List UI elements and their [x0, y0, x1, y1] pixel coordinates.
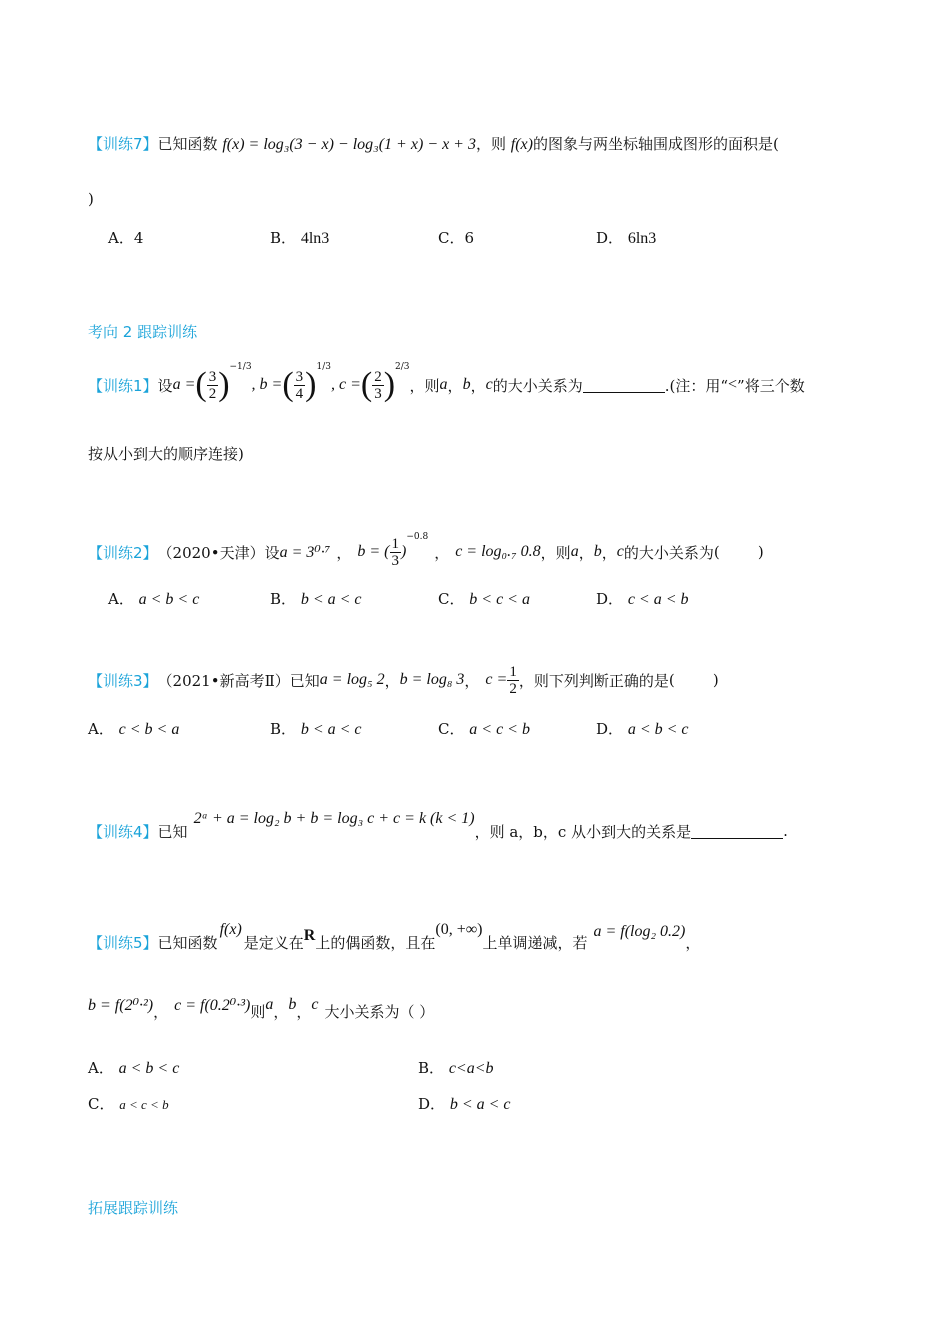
source-text: （2020•天津）设 — [157, 543, 280, 562]
stem-text: 大小关系为（ ） — [324, 1002, 435, 1021]
stem-text: 已知 — [157, 822, 188, 841]
option-c — [438, 718, 530, 739]
answer-paren-open: ( — [772, 135, 779, 153]
option-c — [438, 588, 530, 609]
separator: ， — [601, 543, 617, 562]
exponent-c: 2/3 — [395, 362, 410, 372]
fraction-c — [372, 369, 384, 402]
separator: ， — [336, 543, 352, 562]
separator: ， — [153, 1002, 169, 1021]
option-d — [596, 718, 689, 739]
separator: ， — [464, 671, 480, 690]
option-expression: b < c < a — [469, 591, 530, 608]
option-expression: a < b < c — [627, 721, 689, 738]
option-expression: b < a < c — [449, 1096, 511, 1113]
option-a: A．4 — [108, 229, 144, 247]
paren-left: ( — [360, 366, 373, 403]
separator: ， — [384, 671, 400, 690]
section-heading: 拓展跟踪训练 — [88, 1199, 179, 1217]
separator: ， — [447, 376, 463, 395]
less-than-symbol: < — [728, 376, 738, 393]
answer-paren: ( ) — [713, 543, 764, 561]
var-c: c — [616, 543, 624, 560]
option-d — [418, 1093, 511, 1114]
option-label: D． — [596, 590, 624, 608]
option-b — [270, 227, 329, 248]
exercise-tag: 【训练1】 — [88, 376, 158, 395]
var-b: b — [462, 376, 471, 393]
fraction-denominator: 2 — [509, 680, 517, 697]
paren-right: ) — [383, 366, 396, 403]
option-label: A． — [108, 590, 134, 608]
var-c: c — [311, 996, 319, 1013]
paren-right: ) — [305, 366, 317, 403]
stem-text: 上单调递减，若 — [482, 933, 588, 952]
paren-left: ( — [195, 366, 207, 403]
var-a-eq: a = — [172, 376, 196, 393]
var-a: a — [570, 543, 579, 560]
option-expression: a < c < b — [119, 1097, 169, 1112]
var-c: c — [485, 376, 493, 393]
exercise-1-line2: 按从小到大的顺序连接) — [88, 445, 244, 463]
separator: ， — [578, 543, 594, 562]
separator: ， — [434, 543, 450, 562]
option-expression: 4ln3 — [300, 230, 330, 247]
option-d — [596, 227, 656, 248]
exponent-a: −1/3 — [229, 362, 252, 372]
source-text: （2021•新高考Ⅱ）已知 — [157, 671, 320, 690]
function-symbol: f(x) — [510, 136, 533, 153]
fraction-c — [507, 664, 519, 697]
equation-expression: 2ᵃ + a = log₂ b + b = log₃ c + c = k (k < 1) — [193, 810, 475, 827]
expr-a: a = log₅ 2 — [319, 671, 385, 688]
exercise-5-stem — [88, 922, 700, 962]
fraction-b — [294, 369, 306, 402]
option-a — [88, 718, 179, 739]
option-c: C．6 — [438, 229, 475, 247]
option-a — [88, 1057, 179, 1078]
exercise-4-stem — [88, 810, 788, 846]
expr-c: c = f(0.2⁰·³) — [174, 997, 251, 1014]
paren-left: ( — [282, 366, 294, 403]
stem-text: 是定义在 — [243, 933, 304, 952]
stem-text: 的大小关系为 — [492, 376, 583, 395]
function-expression: f(x) = log₃(3 − x) − log₃(1 + x) − x + 3 — [222, 136, 476, 153]
stem-text: 已知函数 — [157, 933, 218, 952]
exercise-tag: 【训练4】 — [88, 822, 158, 841]
var-c-eq: , c = — [330, 376, 361, 393]
fraction-denominator: 3 — [391, 552, 399, 569]
option-b — [270, 588, 362, 609]
function-symbol: f(x) — [219, 921, 242, 938]
exercise-7-stem — [88, 133, 779, 154]
fraction-denominator: 4 — [295, 385, 304, 402]
fraction-denominator: 2 — [208, 385, 217, 402]
expr-b: b = log₈ 3 — [399, 671, 465, 688]
answer-paren-close: ) — [88, 190, 94, 208]
stem-text: 的大小关系为 — [623, 543, 714, 562]
var-a: a — [265, 996, 274, 1013]
option-label: A． — [88, 720, 114, 738]
expr-c: c = log₀.₇ 0.8 — [455, 543, 541, 560]
exercise-1-stem — [88, 360, 805, 410]
option-expression: a < b < c — [138, 591, 200, 608]
expr-b-prefix: b = ( — [357, 543, 390, 560]
stem-text: 已知函数 — [157, 135, 218, 153]
stem-text: ，则 — [409, 376, 440, 395]
option-c — [88, 1093, 169, 1114]
var-b-eq: , b = — [251, 376, 283, 393]
var-a: a — [439, 376, 448, 393]
var-b: b — [593, 543, 602, 560]
stem-text: . — [783, 822, 788, 840]
option-b — [418, 1057, 494, 1078]
separator: ， — [273, 1002, 289, 1021]
exercise-3-stem — [88, 660, 719, 700]
option-expression: a < b < c — [118, 1060, 180, 1077]
exponent-b: 1/3 — [316, 362, 331, 372]
var-b: b — [288, 996, 297, 1013]
option-expression: a < c < b — [469, 721, 530, 738]
note-text: .(注：用“ — [664, 376, 728, 395]
real-set-symbol: R — [303, 927, 316, 944]
expr-a: a = f(log₂ 0.2) — [593, 923, 686, 940]
fraction-numerator: 1 — [509, 663, 517, 680]
section-heading: 考向 2 跟踪训练 — [88, 323, 198, 341]
expr-a: a = 3⁰·⁷ — [279, 544, 331, 561]
fraction-numerator: 3 — [295, 368, 304, 385]
stem-text: 的图象与两坐标轴围成图形的面积是 — [532, 135, 773, 153]
answer-blank[interactable] — [691, 824, 783, 839]
expr-b: b = f(2⁰·²) — [88, 997, 154, 1014]
separator: ， — [685, 933, 701, 952]
note-text: ”将三个数 — [737, 376, 805, 395]
option-expression: c<a<b — [448, 1060, 494, 1077]
option-label: C． — [438, 590, 465, 608]
option-expression: b < a < c — [300, 721, 362, 738]
interval-expression: (0, +∞) — [435, 921, 483, 938]
option-expression: 6ln3 — [627, 230, 657, 247]
exercise-5-line2 — [88, 994, 434, 1028]
option-label: D． — [596, 229, 624, 247]
option-label: D． — [418, 1095, 446, 1113]
stem-text: ，则 — [475, 135, 506, 153]
fraction-denominator: 3 — [374, 385, 382, 402]
exercise-tag: 【训练7】 — [88, 135, 158, 153]
expr-c-prefix: c = — [485, 671, 508, 688]
stem-text: 设 — [157, 376, 173, 395]
fraction-numerator: 1 — [391, 535, 399, 552]
exercise-tag: 【训练2】 — [88, 543, 158, 562]
option-label: B． — [270, 720, 297, 738]
fraction-numerator: 2 — [374, 368, 382, 385]
stem-text: 则 — [250, 1002, 266, 1021]
option-label: C． — [438, 720, 465, 738]
option-b — [270, 718, 362, 739]
option-label: A． — [88, 1059, 114, 1077]
separator: ， — [296, 1002, 312, 1021]
exponent-b: −0.8 — [406, 532, 429, 542]
answer-paren: ( ) — [668, 671, 719, 689]
expr-b-suffix: ) — [401, 543, 407, 560]
paren-right: ) — [218, 366, 230, 403]
separator: ， — [470, 376, 486, 395]
stem-text: ，则 — [540, 543, 571, 562]
option-a — [108, 588, 199, 609]
option-label: C． — [88, 1095, 115, 1113]
exercise-tag: 【训练5】 — [88, 933, 158, 952]
exercise-2-stem — [88, 532, 764, 572]
option-expression: c < b < a — [118, 721, 180, 738]
option-label: B． — [270, 229, 297, 247]
exercise-tag: 【训练3】 — [88, 671, 158, 690]
option-expression: b < a < c — [300, 591, 362, 608]
stem-text: 上的偶函数，且在 — [315, 933, 436, 952]
option-label: B． — [270, 590, 297, 608]
stem-text: ，则 a，b，c 从小到大的关系是 — [474, 822, 692, 841]
option-expression: c < a < b — [627, 591, 689, 608]
option-label: D． — [596, 720, 624, 738]
fraction-numerator: 3 — [208, 368, 217, 385]
option-label: B． — [418, 1059, 445, 1077]
stem-text: ，则下列判断正确的是 — [518, 671, 669, 690]
option-d — [596, 588, 689, 609]
answer-blank[interactable] — [583, 378, 665, 393]
fraction-b — [390, 536, 402, 569]
fraction-a — [207, 369, 219, 402]
